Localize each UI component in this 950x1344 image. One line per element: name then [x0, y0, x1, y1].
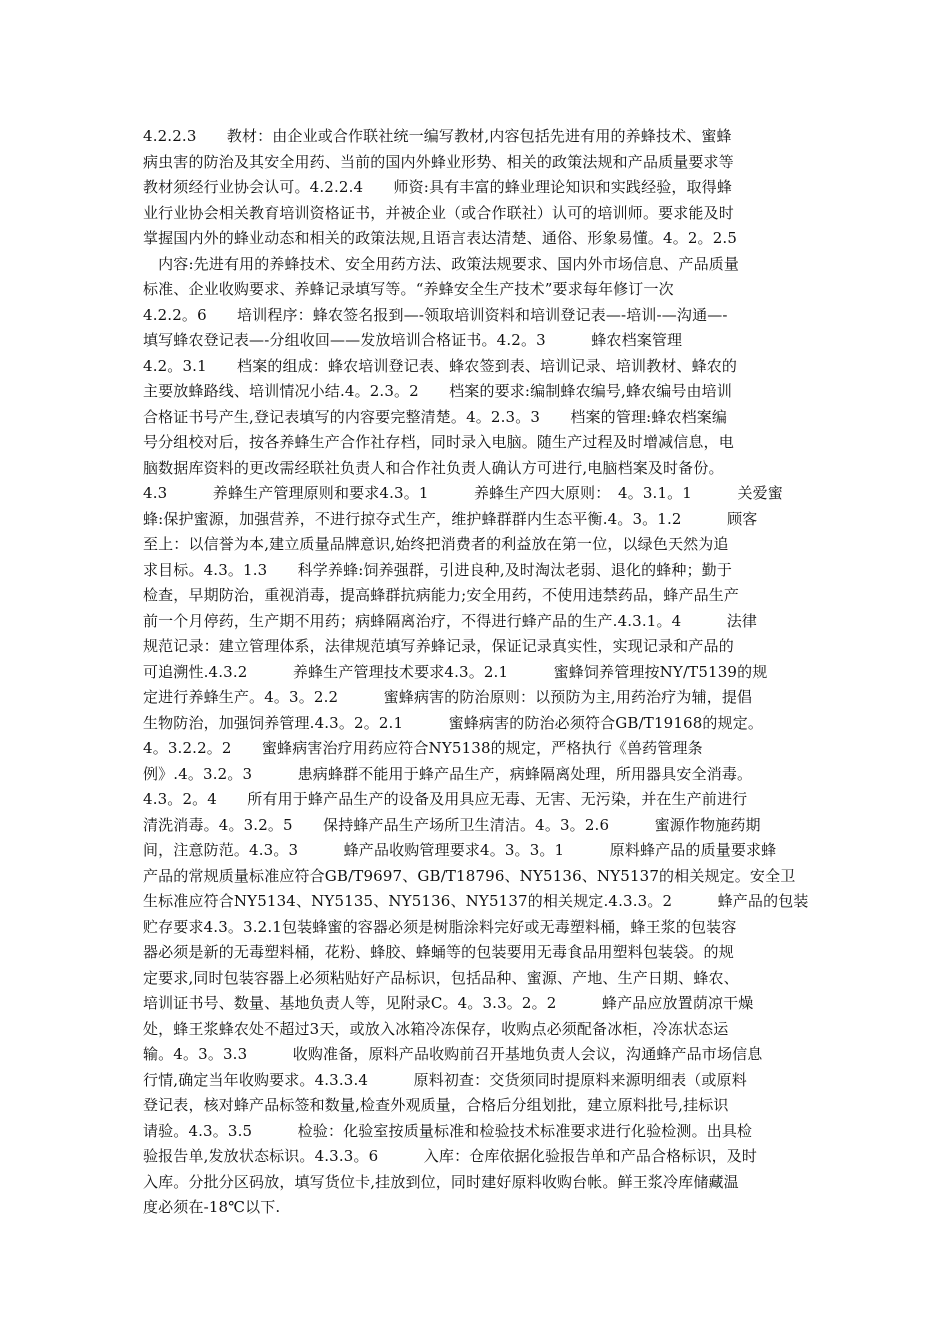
text-line: 掌握国内外的蜂业动态和相关的政策法规,且语言表达清楚、通俗、形象易懂。4。2。2.5: [143, 229, 738, 247]
text-line: 入库。分批分区码放，填写货位卡,挂放到位，同时建好原料收购台帐。鲜王浆冷库储藏温: [143, 1172, 739, 1191]
text-line: 标准、企业收购要求、养蜂记录填写等。“养蜂安全生产技术”要求每年修订一次: [143, 280, 674, 298]
text-line: 4。3.2.2。2 蜜蜂病害治疗用药应符合NY5138的规定，严格执行《兽药管理条: [143, 739, 703, 757]
text-line: 主要放蜂路线、培训情况小结.4。2.3。2 档案的要求:编制蜂农编号,蜂农编号由培训: [143, 382, 732, 400]
text-line: 病虫害的防治及其安全用药、当前的国内外蜂业形势、相关的政策法规和产品质量要求等: [143, 152, 734, 171]
text-line: 规范记录：建立管理体系，法律规范填写养蜂记录，保证记录真实性，实现记录和产品的: [143, 637, 734, 655]
text-line: 验报告单,发放状态标识。4.3.3。6 入库：仓库依据化验报告单和产品合格标识，及时: [143, 1147, 758, 1165]
text-line: 4.2。3.1 档案的组成：蜂农培训登记表、蜂农签到表、培训记录、培训教材、蜂农的: [143, 356, 738, 375]
text-line: 贮存要求4.3。3.2.1包装蜂蜜的容器必须是树脂涂料完好或无毒塑料桶，蜂王浆的包装容: [143, 917, 737, 936]
text-line: 度必须在-18℃以下.: [143, 1198, 281, 1216]
text-line: 合格证书号产生,登记表填写的内容要完整清楚。4。2.3。3 档案的管理:蜂农档案编: [143, 407, 728, 426]
text-line: 输。4。3。3.3 收购准备，原料产品收购前召开基地负责人会议，沟通蜂产品市场信息: [143, 1045, 763, 1063]
text-line: 请验。4.3。3.5 检验：化验室按质量标准和检验技术标准要求进行化验检测。出具检: [143, 1121, 753, 1140]
text-line: 生物防治，加强饲养管理.4.3。2。2.1 蜜蜂病害的防治必须符合GB/T19168的规定。: [143, 713, 764, 732]
text-line: 定进行养蜂生产。4。3。2.2 蜜蜂病害的防治原则：以预防为主,用药治疗为辅，提倡: [143, 688, 753, 706]
text-line: 业行业协会相关教育培训资格证书，并被企业（或合作联社）认可的培训师。要求能及时: [143, 203, 734, 222]
text-line: 4.3。2。4 所有用于蜂产品生产的设备及用具应无毒、无害、无污染，并在生产前进行: [143, 790, 748, 808]
text-line: 登记表，核对蜂产品标签和数量,检查外观质量，合格后分组划批，建立原料批号,挂标识: [143, 1096, 729, 1114]
text-line: 器必须是新的无毒塑料桶，花粉、蜂胶、蜂蛹等的包装要用无毒食品用塑料包装袋。的规: [143, 943, 734, 961]
text-line: 4.2.2.3 教材：由企业或合作联社统一编写教材,内容包括先进有用的养蜂技术、蜜蜂: [143, 127, 732, 145]
text-line: 脑数据库资料的更改需经联社负责人和合作社负责人确认方可进行,电脑档案及时备份。: [143, 458, 724, 477]
text-line: 内容:先进有用的养蜂技术、安全用药方法、政策法规要求、国内外市场信息、产品质量: [143, 254, 740, 273]
text-line: 4.2.2。6 培训程序：蜂农签名报到—-领取培训资料和培训登记表—-培训-—沟通—-: [143, 305, 728, 324]
text-line: 可追溯性.4.3.2 养蜂生产管理技术要求4.3。2.1 蜜蜂饲养管理按NY/T5139的规: [143, 662, 768, 681]
text-line: 检查，早期防治，重视消毒，提高蜂群抗病能力;安全用药，不使用违禁药品，蜂产品生产: [143, 586, 740, 604]
text-line: 前一个月停药，生产期不用药；病蜂隔离治疗，不得进行蜂产品的生产.4.3.1。4 法律: [143, 611, 758, 630]
text-line: 产品的常规质量标准应符合GB/T9697、GB/T18796、NY5136、NY5137的相关规定。安全卫: [143, 866, 796, 885]
text-line: 教材须经行业协会认可。4.2.2.4 师资:具有丰富的蜂业理论知识和实践经验，取得蜂: [143, 178, 732, 196]
text-line: 定要求,同时包装容器上必须粘贴好产品标识，包括品种、蜜源、产地、生产日期、蜂农、: [143, 968, 739, 987]
text-line: 蜂:保护蜜源，加强营养，不进行掠夺式生产，维护蜂群群内生态平衡.4。3。1.2 顾客: [143, 509, 758, 528]
text-line: 行情,确定当年收购要求。4.3.3.4 原料初查：交货须同时提原料来源明细表（或原料: [143, 1070, 747, 1089]
text-line: 号分组校对后，按各养蜂生产合作社存档，同时录入电脑。随生产过程及时增减信息，电: [143, 433, 734, 451]
text-line: 培训证书号、数量、基地负责人等，见附录C。4。3.3。2。2 蜂产品应放置荫凉干燥: [143, 994, 754, 1012]
text-line: 处，蜂王浆蜂农处不超过3天，或放入冰箱冷冻保存，收购点必须配备冰柜，冷冻状态运: [143, 1019, 729, 1038]
text-line: 清洗消毒。4。3.2。5 保持蜂产品生产场所卫生清洁。4。3。2.6 蜜源作物施药期: [143, 815, 761, 834]
text-line: 4.3 养蜂生产管理原则和要求4.3。1 养蜂生产四大原则： 4。3.1。1 关爱蜜: [143, 484, 783, 502]
text-line: 间，注意防范。4.3。3 蜂产品收购管理要求4。3。3。1 原料蜂产品的质量要求蜂: [143, 841, 777, 859]
text-line: 生标准应符合NY5134、NY5135、NY5136、NY5137的相关规定.4.3.3。2 蜂产品的包装: [143, 892, 809, 910]
text-line: 至上：以信誉为本,建立质量品牌意识,始终把消费者的利益放在第一位，以绿色天然为追: [143, 535, 729, 553]
text-line: 求目标。4.3。1.3 科学养蜂:饲养强群，引进良种,及时淘汰老弱、退化的蜂种；勤于: [143, 560, 732, 579]
text-line: 填写蜂农登记表—-分组收回——发放培训合格证书。4.2。3 蜂农档案管理: [143, 331, 683, 349]
body-text: [143, 124, 815, 1221]
text-line: 例》.4。3.2。3 患病蜂群不能用于蜂产品生产，病蜂隔离处理，所用器具安全消毒。: [143, 764, 753, 783]
